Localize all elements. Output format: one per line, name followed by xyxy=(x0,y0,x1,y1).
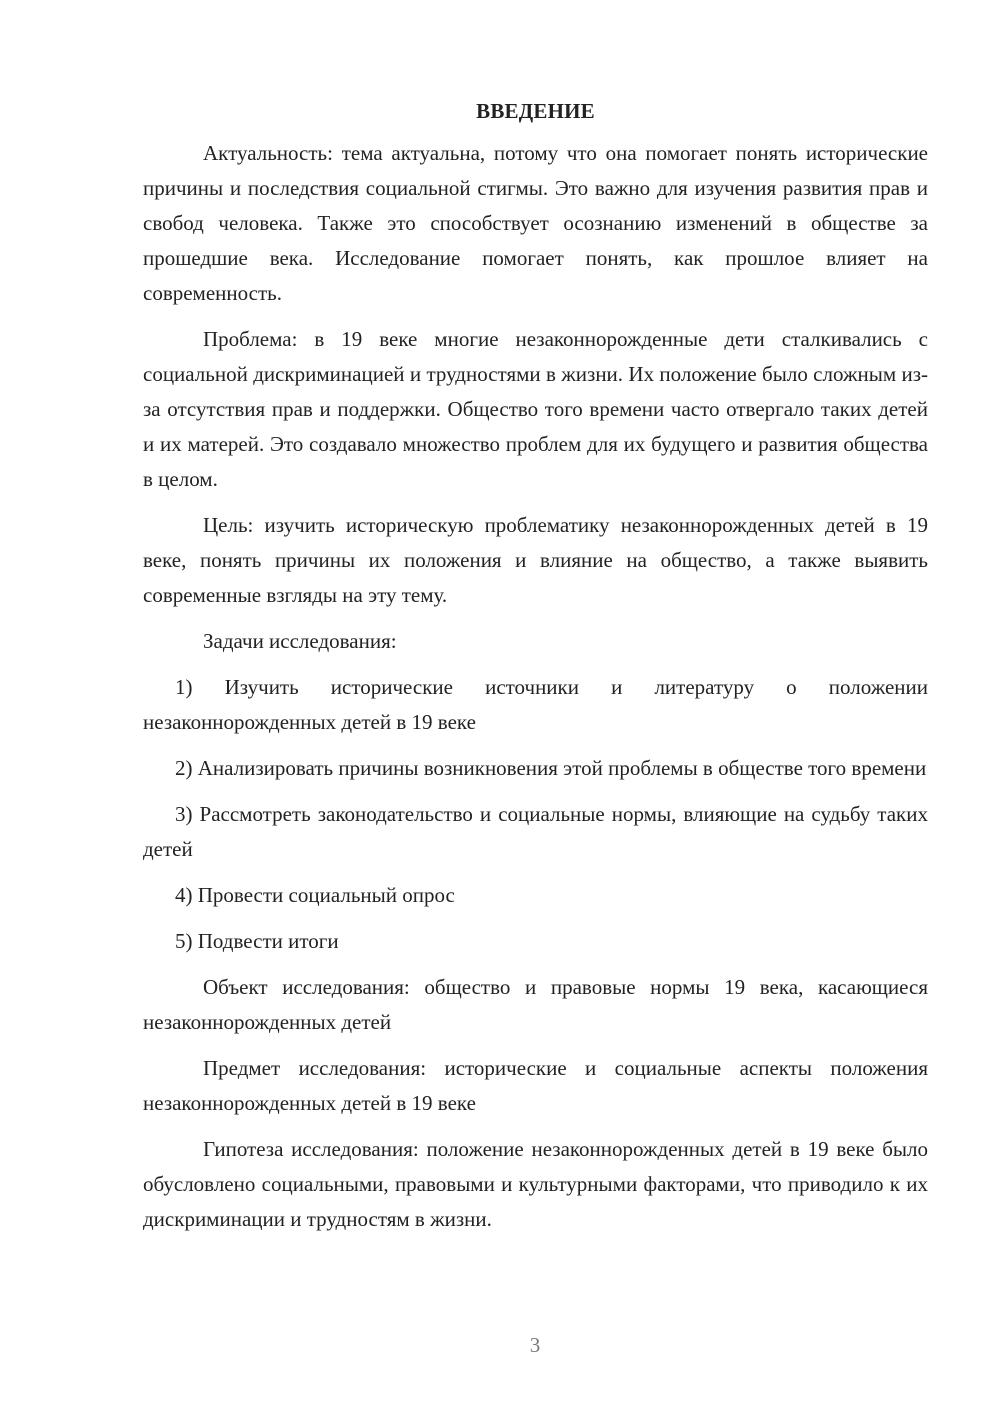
relevance-paragraph: Актуальность: тема актуальна, потому что она помогает понять исторические причины и последствия социальной стигмы. Это важно для изучения развития прав и свобод человека. Также это способствует осознанию изменений в обществе за прошедшие века. Исследование помогает понять, как прошлое влияет на современность. xyxy=(143,141,928,305)
document-page xyxy=(143,96,928,1248)
hypothesis-paragraph: Гипотеза исследования: положение незаконнорожденных детей в 19 веке было обусловлено социальными, правовыми и культурными факторами, что приводило к их дискриминации и трудностям в жизни. xyxy=(143,1137,928,1231)
object-paragraph: Объект исследования: общество и правовые нормы 19 века, касающиеся незаконнорожденных детей xyxy=(143,975,928,1034)
section-heading: ВВЕДЕНИЕ xyxy=(476,99,595,123)
tasks-heading: Задачи исследования: xyxy=(203,629,397,653)
subject-paragraph: Предмет исследования: исторические и социальные аспекты положения незаконнорожденных детей в 19 веке xyxy=(143,1056,928,1115)
task-item-1: 1) Изучить исторические источники и литературу о положении незаконнорожденных детей в 19 веке xyxy=(143,675,928,734)
goal-paragraph: Цель: изучить историческую проблематику незаконнорожденных детей в 19 веке, понять причины их положения и влияние на общество, а также выявить современные взгляды на эту тему. xyxy=(143,513,928,607)
problem-paragraph: Проблема: в 19 веке многие незаконнорожденные дети сталкивались с социальной дискриминацией и трудностями в жизни. Их положение было сложным из-за отсутствия прав и поддержки. Общество того времени часто отвергало таких детей и их матерей. Это создавало множество проблем для их будущего и развития общества в целом. xyxy=(143,327,928,491)
task-item-2: 2) Анализировать причины возникновения этой проблемы в обществе того времени xyxy=(175,756,927,780)
task-item-5: 5) Подвести итоги xyxy=(175,929,339,953)
page-number: 3 xyxy=(529,1333,541,1357)
task-item-3: 3) Рассмотреть законодательство и социальные нормы, влияющие на судьбу таких детей xyxy=(143,802,928,861)
task-item-4: 4) Провести социальный опрос xyxy=(175,883,455,907)
